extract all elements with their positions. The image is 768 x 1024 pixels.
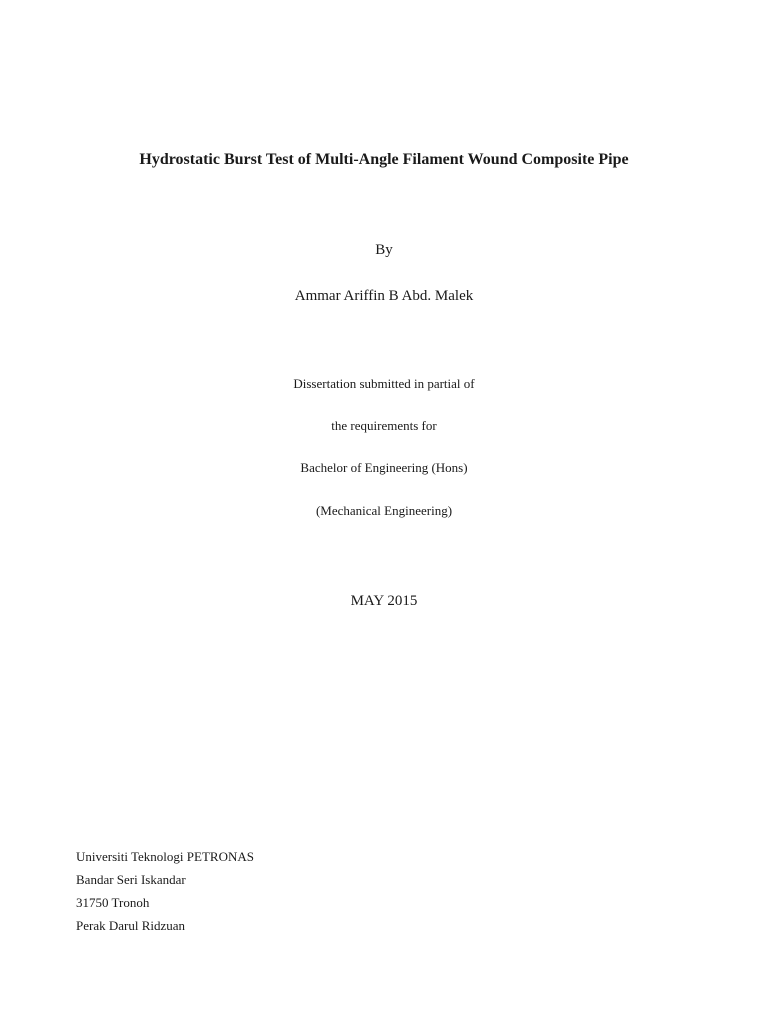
by-label: By (375, 242, 393, 258)
address-line-4: Perak Darul Ridzuan (76, 918, 186, 933)
submission-line-1: Dissertation submitted in partial of (293, 376, 475, 391)
author-name: Ammar Ariffin B Abd. Malek (294, 288, 474, 304)
document-title: Hydrostatic Burst Test of Multi-Angle Filament Wound Composite Pipe (139, 151, 629, 168)
submission-date: MAY 2015 (350, 593, 418, 609)
address-line-1: Universiti Teknologi PETRONAS (76, 849, 254, 864)
submission-line-4: (Mechanical Engineering) (315, 503, 453, 518)
address-line-2: Bandar Seri Iskandar (76, 872, 186, 887)
address-line-3: 31750 Tronoh (76, 895, 150, 910)
university-address (76, 845, 254, 937)
submission-line-3: Bachelor of Engineering (Hons) (300, 460, 468, 475)
submission-line-2: the requirements for (331, 418, 437, 433)
